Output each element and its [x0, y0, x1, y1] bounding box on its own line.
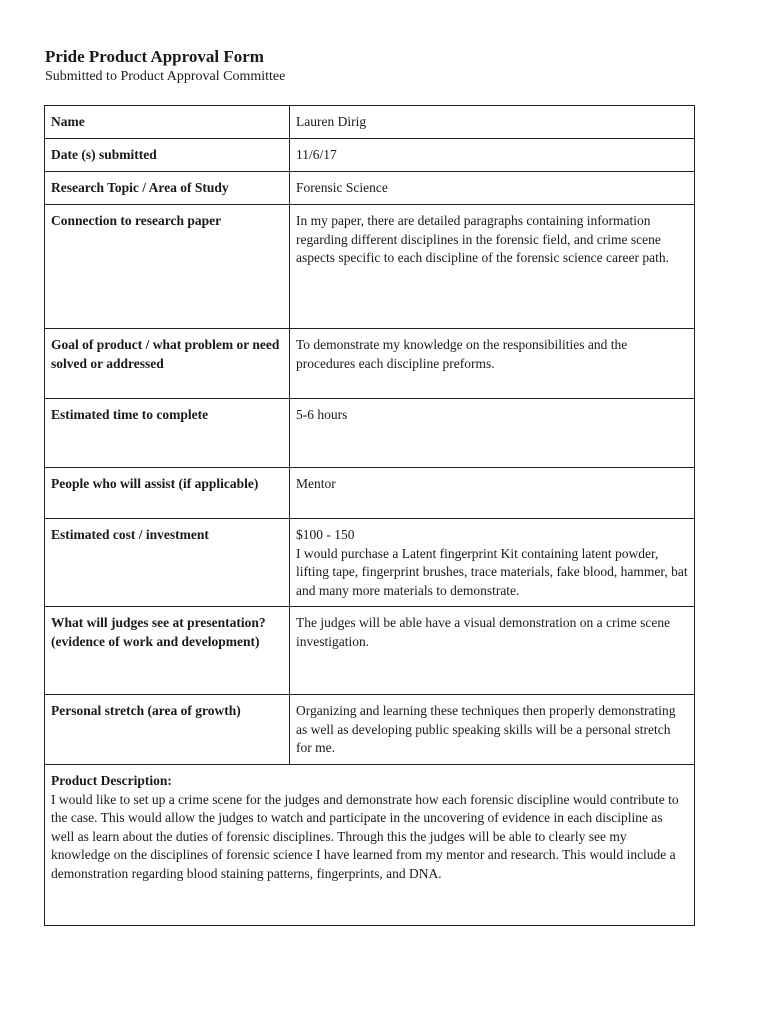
form-title: Pride Product Approval Form: [45, 47, 264, 66]
table-row: [45, 695, 695, 765]
row-label-research-topic: Research Topic / Area of Study: [45, 172, 290, 205]
row-value-date-submitted: 11/6/17: [290, 139, 695, 172]
product-description-cell: [45, 765, 695, 926]
table-row: [45, 607, 695, 695]
row-value-research-topic: Forensic Science: [290, 172, 695, 205]
row-value-connection: In my paper, there are detailed paragraphs containing information regarding different disciplines in the forensic field, and crime scene aspects specific to each discipline of the forensic science career path.: [290, 205, 695, 329]
row-value-estimated-time: 5-6 hours: [290, 399, 695, 468]
row-label-personal-stretch: Personal stretch (area of growth): [45, 695, 290, 765]
table-row: [45, 205, 695, 329]
table-row: [45, 399, 695, 468]
cost-details: I would purchase a Latent fingerprint Kit containing latent powder, lifting tape, fingerprint brushes, trace materials, fake blood, hammer, bat and many more materials to demonstrate.: [296, 545, 688, 598]
approval-form-table: [44, 105, 695, 926]
row-value-estimated-cost: [290, 519, 695, 607]
table-row: [45, 139, 695, 172]
row-value-goal: To demonstrate my knowledge on the responsibilities and the procedures each discipline preforms.: [290, 329, 695, 399]
table-row: [45, 468, 695, 519]
row-value-name: Lauren Dirig: [290, 106, 695, 139]
row-label-judges-see: What will judges see at presentation? (evidence of work and development): [45, 607, 290, 695]
row-label-estimated-time: Estimated time to complete: [45, 399, 290, 468]
product-description-heading: Product Description:: [51, 773, 172, 788]
table-row: [45, 172, 695, 205]
table-row: [45, 765, 695, 926]
table-row: [45, 329, 695, 399]
table-row: [45, 519, 695, 607]
row-label-people-assist: People who will assist (if applicable): [45, 468, 290, 519]
cost-amount: $100 - 150: [296, 527, 355, 542]
row-label-date-submitted: Date (s) submitted: [45, 139, 290, 172]
row-label-goal: Goal of product / what problem or need solved or addressed: [45, 329, 290, 399]
row-value-judges-see: The judges will be able have a visual demonstration on a crime scene investigation.: [290, 607, 695, 695]
table-row: [45, 106, 695, 139]
form-subtitle: Submitted to Product Approval Committee: [45, 69, 286, 84]
row-label-connection: Connection to research paper: [45, 205, 290, 329]
row-label-name: Name: [45, 106, 290, 139]
row-label-estimated-cost: Estimated cost / investment: [45, 519, 290, 607]
row-value-people-assist: Mentor: [290, 468, 695, 519]
product-description-body: I would like to set up a crime scene for the judges and demonstrate how each forensic discipline would contribute to the case. This would allow the judges to watch and participate in the uncovering of evidence in each discipline as well as learn about the duties of forensic disciplines. Through this the judges will be able to clearly see my knowledge on the disciplines of forensic science I have learned from my mentor and research. This would include a demonstration regarding blood staining patterns, fingerprints, and DNA.: [51, 791, 679, 881]
row-value-personal-stretch: Organizing and learning these techniques then properly demonstrating as well as developing public speaking skills will be a personal stretch for me.: [290, 695, 695, 765]
